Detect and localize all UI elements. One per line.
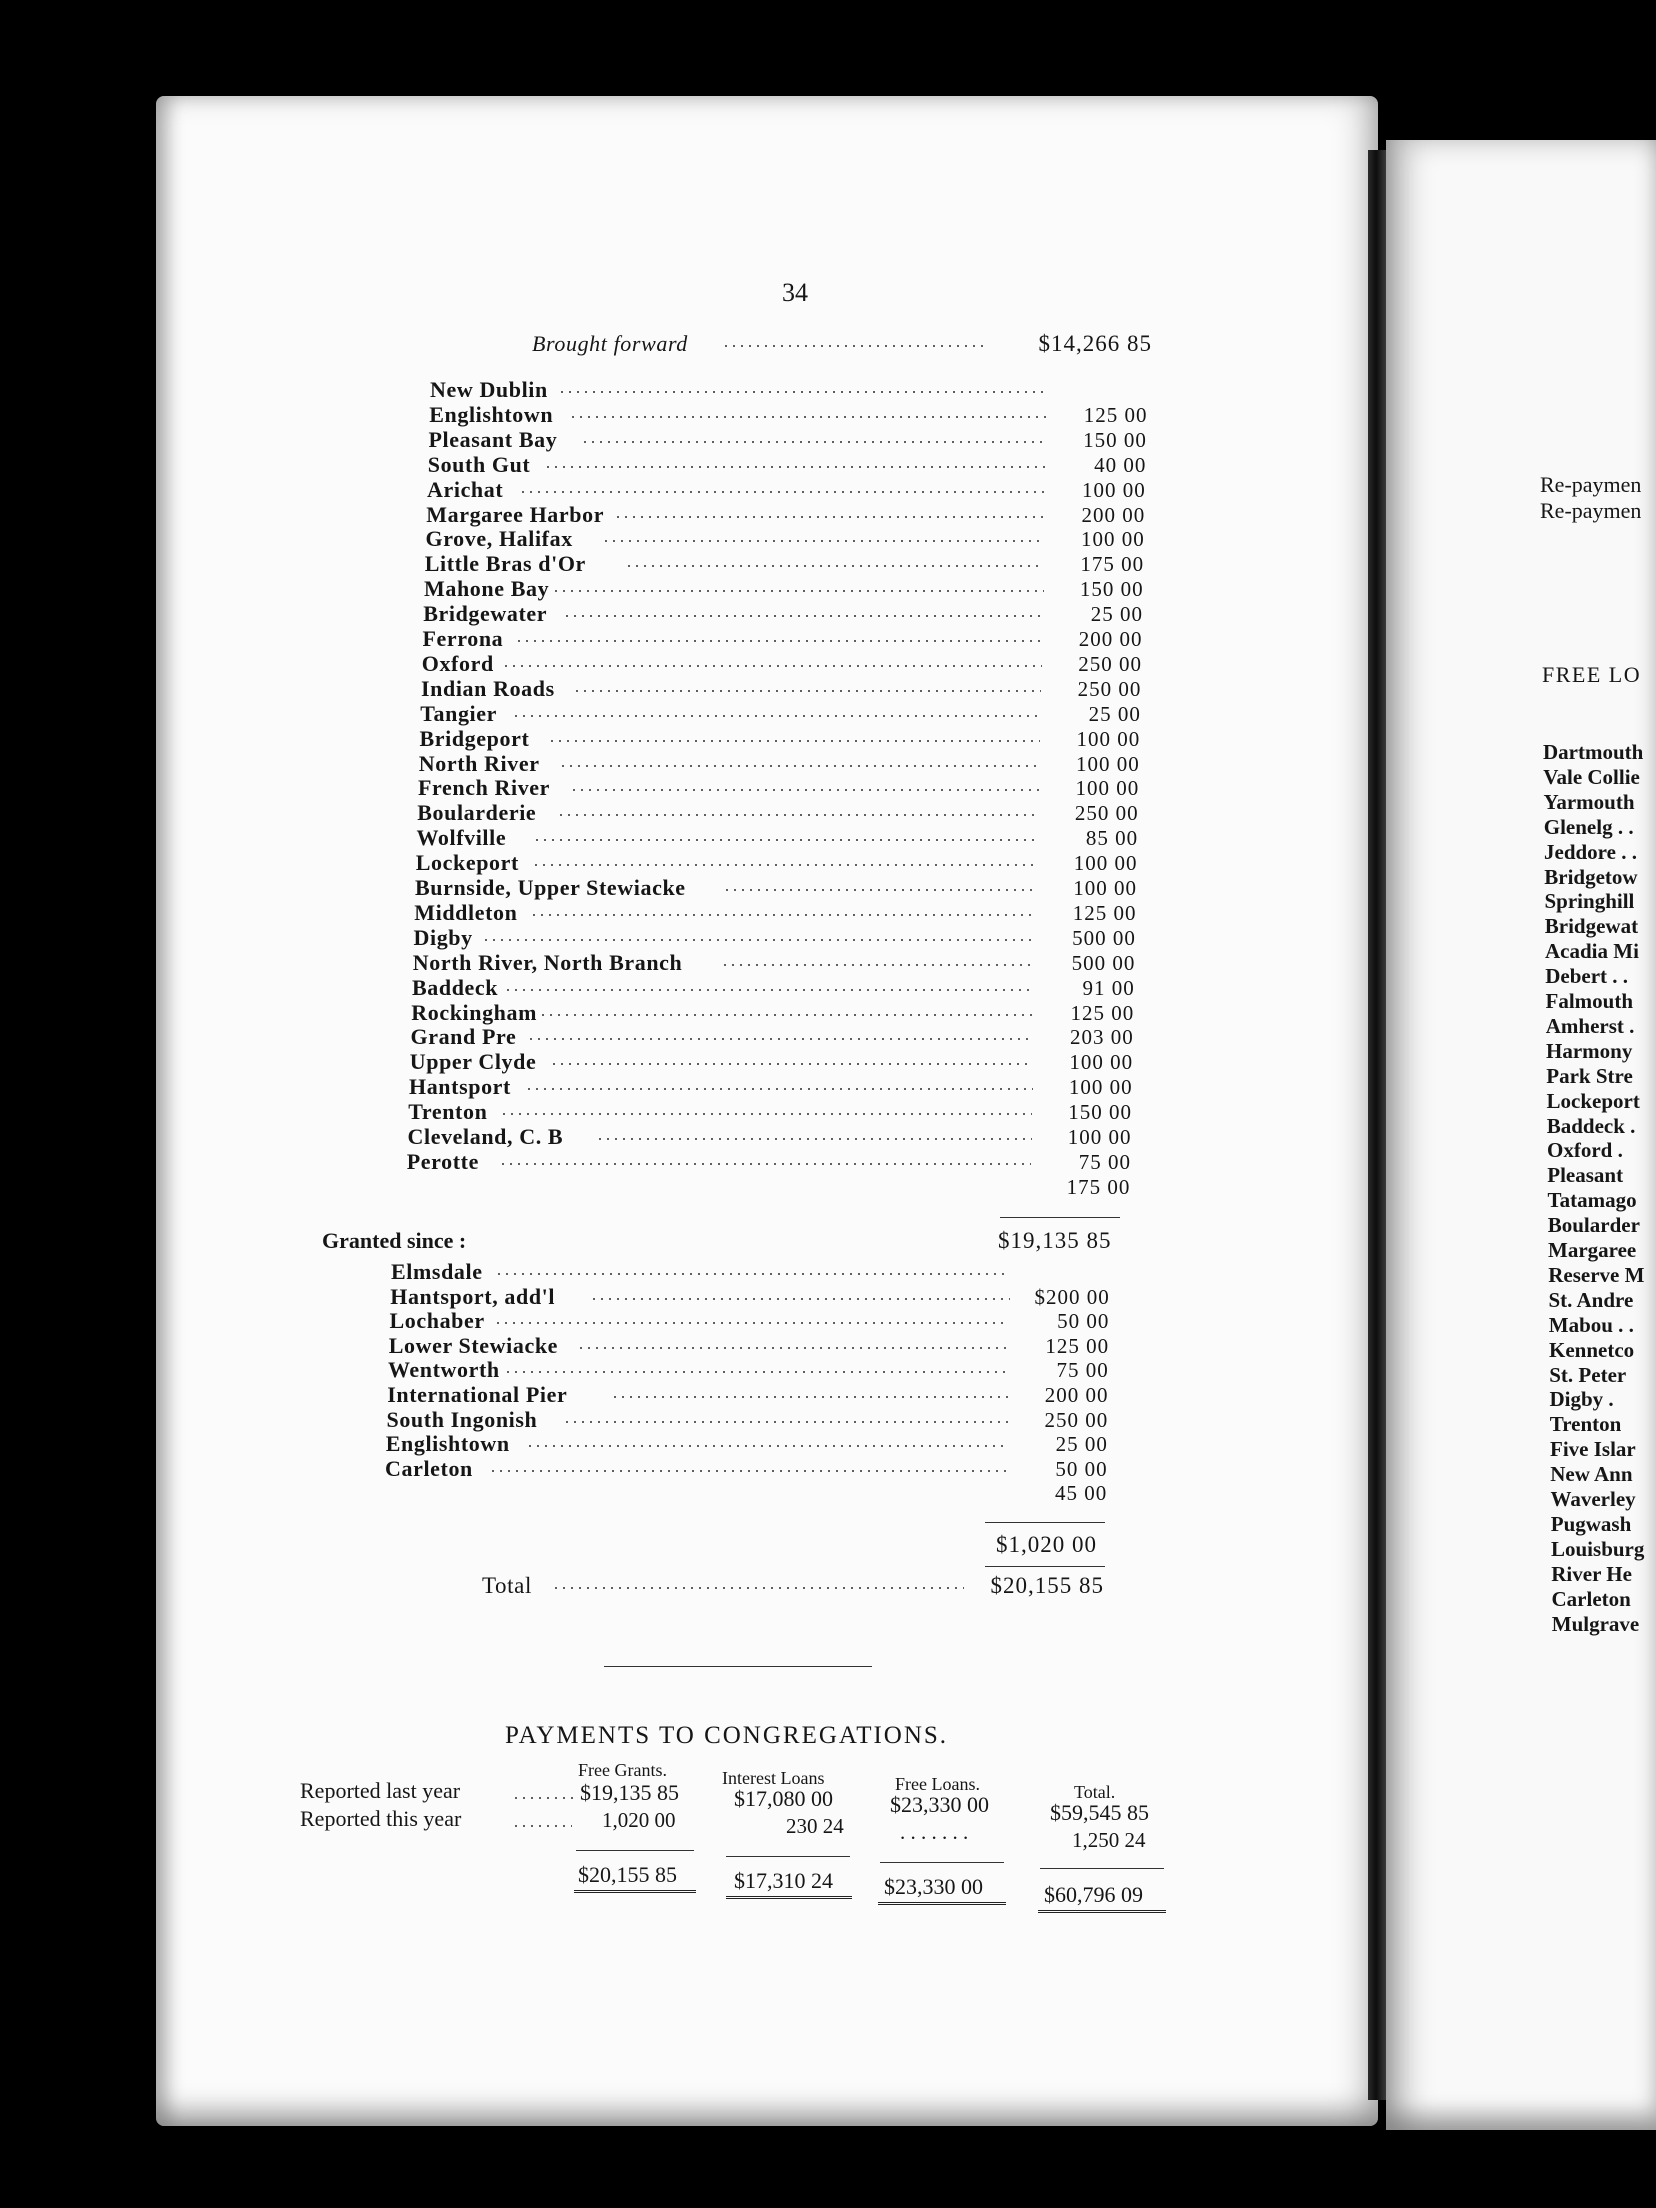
entry-row	[417, 826, 1139, 850]
right-list-item: Reserve M	[1548, 1262, 1645, 1287]
entry-name: Englishtown	[429, 401, 554, 427]
entry-row	[387, 1383, 1108, 1407]
entry-amount: $200 00	[1034, 1284, 1110, 1309]
total-grand: $60,796 09	[1044, 1882, 1143, 1907]
entry-row	[429, 428, 1147, 452]
entry-name: Digby	[413, 924, 473, 950]
entry-name: South Gut	[427, 451, 531, 477]
entry-name: Middleton	[414, 899, 518, 925]
right-list-item: Digby .	[1549, 1387, 1614, 1412]
entry-row	[410, 1050, 1133, 1074]
right-heading: FREE LO	[1542, 662, 1642, 687]
entry-amount: 100 00	[1067, 1125, 1132, 1149]
right-list-item: Oxford .	[1547, 1138, 1623, 1163]
entry-row	[414, 926, 1136, 950]
leader-dots	[512, 1797, 578, 1799]
leader-dots	[614, 516, 1045, 518]
right-list-item: Springhill	[1544, 889, 1635, 914]
entry-amount: 500 00	[1071, 950, 1136, 975]
row-label-this-year: Reported this year	[300, 1806, 462, 1831]
entry-row	[384, 1481, 1107, 1505]
entry-row	[411, 1001, 1134, 1025]
leader-dots	[544, 466, 1047, 468]
right-list-item: Yarmouth	[1543, 789, 1635, 814]
leader-dots	[525, 1088, 1033, 1090]
right-list-item: Bridgetow	[1544, 864, 1638, 889]
entry-row	[420, 727, 1141, 751]
entry-name: Little Bras d'Or	[424, 551, 586, 577]
double-rule	[1038, 1910, 1166, 1916]
entry-amount: 175 00	[1080, 552, 1145, 577]
entry-name: Grove, Halifax	[425, 526, 573, 552]
entry-name: Bridgeport	[419, 725, 530, 751]
granted-since-label: Granted since :	[322, 1228, 467, 1253]
entry-name: Lochaber	[389, 1308, 485, 1334]
entry-name: Lockeport	[415, 850, 519, 876]
leader-dots	[550, 1063, 1033, 1065]
entry-amount: 25 00	[1088, 701, 1141, 726]
leader-dots	[602, 540, 1045, 542]
total-free-grants: $20,155 85	[578, 1862, 677, 1887]
entry-row	[425, 552, 1144, 576]
right-list-item: Mabou . .	[1548, 1312, 1634, 1337]
entry-amount: 250 00	[1044, 1407, 1109, 1432]
leader-dots	[504, 1371, 1009, 1373]
total-interest-loans: $17,310 24	[734, 1868, 833, 1893]
total-row	[482, 1574, 1104, 1602]
book-spine	[1368, 150, 1386, 2100]
right-list-item: Louisburg	[1551, 1536, 1645, 1561]
entry-amount: 125 00	[1045, 1333, 1110, 1358]
col-header-free-loans: Free Loans.	[895, 1774, 980, 1794]
col-header-interest-loans: Interest Loans	[722, 1768, 825, 1788]
entry-row	[409, 1075, 1133, 1099]
entry-row	[412, 976, 1135, 1000]
leader-dots	[552, 590, 1044, 592]
right-list-item: Pugwash	[1550, 1511, 1632, 1536]
right-list-item: Dartmouth	[1543, 740, 1644, 764]
last-year-interest-loans: $17,080 00	[734, 1786, 833, 1811]
entry-amount: 150 00	[1068, 1100, 1133, 1125]
entry-amount: 100 00	[1080, 527, 1145, 552]
row-label-last-year: Reported last year	[300, 1778, 461, 1803]
entry-amount: 45 00	[1055, 1481, 1108, 1506]
totals-rule	[880, 1862, 1004, 1863]
entry-amount: 125 00	[1083, 402, 1148, 427]
total-label: Total	[482, 1573, 532, 1598]
entry-name: Indian Roads	[421, 675, 555, 701]
leader-dots	[611, 1396, 1008, 1398]
page-number: 34	[782, 278, 808, 307]
entry-row	[386, 1432, 1108, 1456]
entry-row	[416, 851, 1138, 875]
entry-name: Ferrona	[422, 626, 504, 651]
entry-amount: 100 00	[1068, 1075, 1133, 1100]
leader-dots	[590, 1298, 1009, 1300]
leader-dots	[721, 964, 1036, 966]
entry-name: Trenton	[408, 1099, 488, 1125]
leader-dots	[504, 989, 1035, 991]
leader-dots	[512, 715, 1041, 717]
right-list-item: Bridgewat	[1544, 914, 1639, 939]
right-list-item: Glenelg . .	[1543, 814, 1634, 839]
entry-amount: 250 00	[1077, 676, 1142, 701]
entry-row	[389, 1334, 1109, 1358]
entry-row	[406, 1175, 1130, 1199]
leader-dots	[581, 441, 1047, 443]
entry-name: Upper Clyde	[409, 1049, 537, 1075]
entry-row	[421, 677, 1141, 701]
entry-name: Carleton	[385, 1455, 473, 1481]
entry-row	[427, 478, 1146, 502]
right-list-item: Baddeck .	[1546, 1113, 1636, 1138]
leader-dots	[532, 864, 1038, 866]
entry-amount: 200 00	[1044, 1383, 1109, 1407]
entry-amount: 85 00	[1085, 826, 1139, 851]
granted-subtotal-amount: $1,020 00	[996, 1532, 1097, 1557]
entry-name: Englishtown	[385, 1431, 510, 1457]
leader-dots	[527, 1038, 1034, 1040]
leader-dots	[515, 640, 1043, 642]
right-list-item: Boularder	[1547, 1213, 1640, 1238]
leader-dots	[500, 1113, 1032, 1115]
leader-dots	[489, 1470, 1008, 1472]
entry-amount: 250 00	[1078, 651, 1142, 676]
leader-dots	[557, 814, 1038, 816]
entry-amount: 50 00	[1057, 1309, 1110, 1334]
totals-rule	[1040, 1868, 1164, 1869]
entry-name: Rockingham	[411, 999, 538, 1025]
right-list-item: Margaree	[1548, 1238, 1637, 1262]
entry-amount: 25 00	[1055, 1432, 1108, 1457]
entry-amount: 100 00	[1073, 876, 1137, 900]
entry-row	[428, 453, 1147, 477]
entry-row	[417, 801, 1138, 825]
leader-dots	[512, 1825, 572, 1827]
entry-row	[420, 702, 1141, 726]
entry-row	[414, 901, 1136, 925]
entry-name: North River, North Branch	[412, 949, 683, 975]
leader-dots	[526, 1445, 1008, 1447]
entry-row	[424, 577, 1144, 601]
right-list-item: Acadia Mi	[1545, 939, 1639, 964]
entry-row	[411, 1025, 1134, 1049]
entry-name: Grand Pre	[410, 1024, 517, 1050]
entry-amount: 150 00	[1083, 427, 1147, 452]
entry-name: French River	[418, 775, 551, 801]
entry-amount: 125 00	[1072, 900, 1137, 925]
entry-amount: 203 00	[1069, 1025, 1134, 1050]
right-list-item: Tatamago	[1547, 1188, 1637, 1213]
entry-amount: 100 00	[1075, 776, 1140, 801]
entry-amount: 100 00	[1073, 851, 1138, 876]
entry-row	[391, 1260, 1110, 1284]
leader-dots	[570, 789, 1039, 791]
leader-dots	[569, 416, 1047, 418]
right-list-item: Trenton	[1549, 1412, 1622, 1437]
entry-name: New Dublin	[430, 377, 548, 402]
entry-amount: 250 00	[1074, 801, 1139, 826]
leader-dots	[482, 939, 1036, 941]
this-year-free-grants: 1,020 00	[602, 1808, 676, 1832]
leader-dots	[530, 914, 1036, 916]
payments-heading: PAYMENTS TO CONGREGATIONS.	[505, 1722, 949, 1749]
right-repayment-1: Re-paymen	[1540, 472, 1642, 497]
last-year-free-grants: $19,135 85	[580, 1780, 679, 1805]
entry-row	[426, 527, 1145, 551]
right-list-item: Carleton	[1551, 1586, 1631, 1611]
leader-dots	[722, 345, 984, 347]
brought-forward-row	[532, 332, 1152, 356]
double-rule	[574, 1890, 696, 1896]
entry-name: Pleasant Bay	[428, 426, 558, 452]
entry-row	[429, 403, 1147, 427]
totals-rule	[576, 1850, 694, 1851]
entry-amount: 25 00	[1090, 602, 1144, 627]
leader-dots	[519, 491, 1046, 493]
subtotal-amount: $19,135 85	[998, 1228, 1112, 1253]
leader-dots	[577, 1347, 1009, 1349]
entry-name: Perotte	[406, 1148, 479, 1174]
total-rule	[985, 1566, 1105, 1567]
double-rule	[726, 1896, 852, 1902]
leader-dots	[499, 1163, 1031, 1165]
entry-row	[413, 951, 1136, 975]
entry-row	[387, 1408, 1109, 1432]
granted-subtotal-rule	[985, 1522, 1105, 1523]
right-list-item: Waverley	[1550, 1487, 1636, 1511]
brought-forward-amount: $14,266 85	[1038, 331, 1152, 356]
leader-dots	[533, 839, 1039, 841]
entry-name: North River	[418, 750, 540, 776]
entry-name: Arichat	[427, 476, 504, 502]
entry-amount: 200 00	[1078, 627, 1143, 651]
entry-amount: 40 00	[1094, 452, 1147, 477]
col-header-free-grants: Free Grants.	[578, 1760, 667, 1780]
col-header-total: Total.	[1074, 1782, 1116, 1802]
entry-amount: 75 00	[1078, 1149, 1131, 1174]
entry-row	[430, 378, 1148, 402]
entry-row	[390, 1285, 1109, 1309]
entry-row	[408, 1125, 1132, 1149]
right-list-item: Harmony	[1546, 1038, 1633, 1063]
entry-amount: 500 00	[1072, 925, 1136, 950]
entry-name: Hantsport	[409, 1074, 511, 1100]
entry-name: Tangier	[420, 700, 497, 726]
right-list-item: Pleasant	[1547, 1163, 1624, 1188]
leader-dots	[539, 1014, 1034, 1016]
entry-row	[385, 1457, 1108, 1481]
entry-row	[390, 1309, 1110, 1333]
right-repayment-2: Re-paymen	[1540, 498, 1642, 523]
leader-dots	[563, 1421, 1009, 1423]
leader-dots	[573, 690, 1041, 692]
right-list-item: Jeddore . .	[1544, 839, 1637, 864]
entry-name: Wolfville	[416, 825, 507, 851]
leader-dots	[625, 565, 1044, 567]
entry-name: International Pier	[387, 1382, 568, 1407]
leader-dots	[559, 765, 1040, 767]
leader-dots	[494, 1322, 1010, 1324]
entry-amount: 50 00	[1055, 1456, 1108, 1481]
entry-name: Mahone Bay	[424, 576, 550, 602]
brought-forward-label: Brought forward	[532, 331, 688, 356]
subtotal-rule	[1000, 1217, 1120, 1218]
entry-amount: 150 00	[1079, 577, 1144, 602]
right-list-item: Vale Collie	[1543, 764, 1640, 789]
entry-row	[407, 1150, 1131, 1174]
entry-name: South Ingonish	[386, 1406, 538, 1432]
leader-dots	[548, 740, 1041, 742]
entry-amount: 75 00	[1056, 1358, 1109, 1383]
leader-dots	[495, 1273, 1010, 1275]
leader-dots	[502, 665, 1042, 667]
entry-name: Oxford	[421, 650, 494, 676]
entry-name: Elmsdale	[391, 1259, 483, 1284]
total-amount: $20,155 85	[990, 1573, 1104, 1598]
entry-row	[408, 1100, 1132, 1124]
entry-name: Burnside, Upper Stewiacke	[415, 875, 686, 900]
entry-name: Baddeck	[412, 974, 499, 1000]
entry-amount: 125 00	[1070, 1000, 1135, 1025]
right-list-item: Kennetco	[1549, 1337, 1635, 1362]
this-year-total: 1,250 24	[1072, 1828, 1146, 1852]
right-list-item: Park Stre	[1546, 1063, 1633, 1088]
last-year-free-loans: $23,330 00	[890, 1792, 989, 1817]
entry-row	[426, 503, 1145, 527]
entry-amount: 91 00	[1082, 975, 1135, 1000]
right-list-item: Falmouth	[1545, 989, 1634, 1013]
entry-name: Lower Stewiacke	[388, 1332, 559, 1358]
entry-amount: 100 00	[1076, 726, 1141, 751]
leader-dots	[723, 889, 1037, 891]
entry-name: Hantsport, add'l	[390, 1283, 556, 1309]
entry-row	[415, 876, 1137, 900]
right-list-item: New Ann	[1550, 1462, 1633, 1487]
entry-row	[419, 752, 1140, 776]
this-year-free-loans: . . . . . . .	[900, 1820, 969, 1844]
right-list-item: Debert . .	[1545, 964, 1629, 989]
leader-dots	[563, 615, 1043, 617]
entry-name: Bridgewater	[423, 601, 548, 627]
right-list-item: St. Peter	[1549, 1362, 1627, 1387]
right-list-item: Five Islar	[1550, 1437, 1636, 1462]
entry-amount: 175 00	[1066, 1174, 1131, 1199]
double-rule	[878, 1902, 1006, 1908]
leader-dots	[558, 391, 1048, 393]
entry-amount: 100 00	[1076, 751, 1140, 776]
right-list-item: Mulgrave	[1551, 1611, 1640, 1636]
leader-dots	[552, 1587, 964, 1589]
right-list-item: Amherst .	[1545, 1013, 1635, 1038]
right-list-item: St. Andre	[1548, 1287, 1634, 1312]
entry-row	[423, 627, 1143, 651]
section-divider	[604, 1666, 872, 1667]
entry-row	[388, 1358, 1109, 1382]
entry-row	[423, 602, 1143, 626]
this-year-interest-loans: 230 24	[786, 1814, 844, 1838]
entry-amount: 100 00	[1082, 477, 1146, 502]
entry-name: Margaree Harbor	[426, 501, 605, 527]
entry-amount: 100 00	[1069, 1050, 1134, 1075]
entry-name: Boularderie	[417, 800, 537, 826]
entry-row	[418, 776, 1139, 800]
entry-name: Cleveland, C. B	[407, 1124, 564, 1149]
total-free-loans: $23,330 00	[884, 1874, 983, 1899]
last-year-total: $59,545 85	[1050, 1800, 1149, 1825]
entry-name: Wentworth	[388, 1357, 500, 1383]
entry-row	[422, 652, 1142, 676]
entry-amount: 200 00	[1081, 502, 1146, 527]
totals-rule	[726, 1856, 850, 1857]
leader-dots	[596, 1138, 1032, 1140]
right-list-item: River He	[1551, 1561, 1632, 1586]
right-list-item: Lockeport	[1546, 1088, 1640, 1113]
